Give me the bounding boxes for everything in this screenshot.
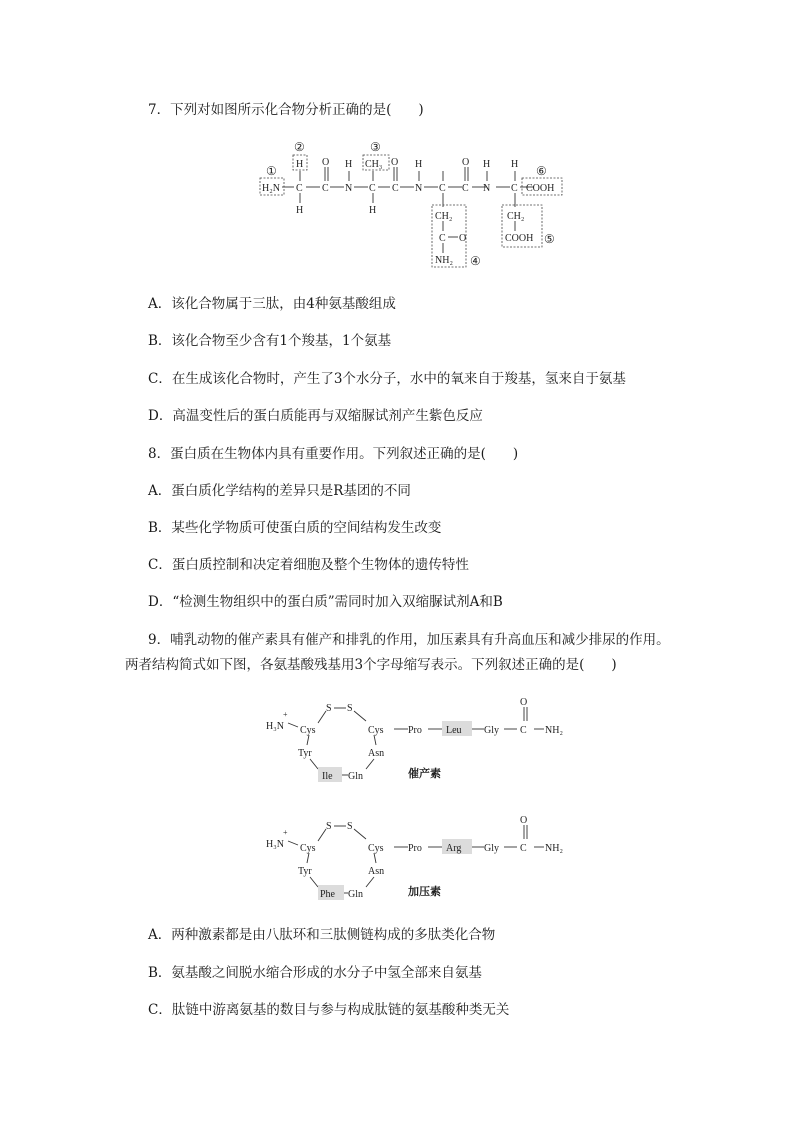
svg-text:Cys: Cys bbox=[368, 843, 384, 854]
svg-text:C: C bbox=[369, 183, 376, 194]
svg-text:Gly: Gly bbox=[484, 725, 499, 736]
svg-text:C: C bbox=[462, 183, 469, 194]
svg-text:N: N bbox=[483, 183, 491, 194]
q9-option-b[interactable]: B．氨基酸之间脱水缩合形成的水分子中氢全部来自氨基 bbox=[148, 965, 482, 981]
svg-text:C: C bbox=[296, 183, 303, 194]
oxytocin-leu: Leu bbox=[446, 725, 462, 736]
svg-text:CH₂: CH₂ bbox=[435, 211, 453, 222]
svg-text:Gln: Gln bbox=[348, 771, 363, 782]
q9-option-c[interactable]: C．肽链中游离氨基的数目与参与构成肽链的氨基酸种类无关 bbox=[148, 1002, 510, 1018]
q7-label-5: ⑤ bbox=[544, 232, 555, 246]
q7-option-a[interactable]: A．该化合物属于三肽，由4种氨基酸组成 bbox=[148, 296, 396, 312]
svg-text:NH₂: NH₂ bbox=[435, 255, 453, 266]
q9-option-a[interactable]: A．两种激素都是由八肽环和三肽侧链构成的多肽类化合物 bbox=[148, 927, 496, 943]
svg-text:H: H bbox=[369, 205, 377, 216]
svg-text:C: C bbox=[439, 183, 446, 194]
vasopressin-name: 加压素 bbox=[408, 886, 441, 898]
q8-stem: 8．蛋白质在生物体内具有重要作用。下列叙述正确的是( ) bbox=[148, 446, 519, 462]
q7-stem: 7．下列对如图所示化合物分析正确的是( ) bbox=[148, 102, 424, 118]
svg-text:H: H bbox=[296, 159, 304, 170]
svg-text:O: O bbox=[322, 157, 330, 168]
svg-text:H: H bbox=[511, 159, 519, 170]
svg-text:+: + bbox=[283, 828, 288, 837]
svg-text:NH₂: NH₂ bbox=[545, 843, 563, 854]
q7-label-3: ③ bbox=[370, 140, 381, 154]
svg-text:H: H bbox=[345, 159, 353, 170]
svg-text:H: H bbox=[483, 159, 491, 170]
svg-text:Pro: Pro bbox=[408, 725, 422, 736]
svg-text:S: S bbox=[347, 821, 353, 832]
svg-text:H₃N: H₃N bbox=[266, 721, 284, 732]
svg-text:Cys: Cys bbox=[300, 725, 316, 736]
q8-option-c[interactable]: C．蛋白质控制和决定着细胞及整个生物体的遗传特性 bbox=[148, 557, 469, 573]
q9-stem-line1: 9．哺乳动物的催产素具有催产和排乳的作用，加压素具有升高血压和减少排尿的作用。 bbox=[148, 632, 670, 648]
q7-option-b[interactable]: B．该化合物至少含有1个羧基，1个氨基 bbox=[148, 333, 392, 349]
svg-text:C: C bbox=[322, 183, 329, 194]
vasopressin-arg: Arg bbox=[446, 843, 462, 854]
q7-label-6: ⑥ bbox=[536, 164, 547, 178]
svg-text:+: + bbox=[283, 710, 288, 719]
svg-text:Asn: Asn bbox=[368, 748, 385, 759]
svg-text:Cys: Cys bbox=[300, 843, 316, 854]
svg-text:Tyr: Tyr bbox=[298, 748, 312, 759]
svg-text:Gly: Gly bbox=[484, 843, 499, 854]
q7-option-c[interactable]: C．在生成该化合物时，产生了3个水分子，水中的氧来自于羧基，氢来自于氨基 bbox=[148, 371, 626, 387]
svg-text:NH₂: NH₂ bbox=[545, 725, 563, 736]
q8-option-d[interactable]: D．“检测生物组织中的蛋白质”需同时加入双缩脲试剂A和B bbox=[148, 594, 503, 610]
q7-label-4: ④ bbox=[470, 254, 481, 268]
svg-text:O: O bbox=[520, 697, 528, 708]
svg-text:S: S bbox=[347, 703, 353, 714]
svg-text:COOH: COOH bbox=[505, 233, 534, 244]
q7-label-1: ① bbox=[266, 164, 277, 178]
svg-text:C: C bbox=[392, 183, 399, 194]
svg-text:H: H bbox=[415, 159, 423, 170]
svg-text:H: H bbox=[296, 205, 304, 216]
svg-text:C: C bbox=[511, 183, 518, 194]
svg-text:S: S bbox=[326, 703, 332, 714]
oxytocin-name: 催产素 bbox=[408, 768, 441, 780]
q9-stem-line2: 两者结构简式如下图，各氨基酸残基用3个字母缩写表示。下列叙述正确的是( ) bbox=[125, 657, 617, 673]
svg-text:Asn: Asn bbox=[368, 866, 385, 877]
q8-option-b[interactable]: B．某些化学物质可使蛋白质的空间结构发生改变 bbox=[148, 520, 442, 536]
svg-text:COOH: COOH bbox=[526, 183, 555, 194]
oxytocin-ile: Ile bbox=[322, 771, 333, 782]
svg-text:CH₃: CH₃ bbox=[365, 159, 383, 170]
oxytocin-structure bbox=[262, 695, 572, 795]
svg-text:Tyr: Tyr bbox=[298, 866, 312, 877]
svg-text:O: O bbox=[391, 157, 399, 168]
svg-text:N: N bbox=[345, 183, 353, 194]
q8-option-a[interactable]: A．蛋白质化学结构的差异只是R基团的不同 bbox=[148, 483, 411, 499]
q7-option-d[interactable]: D．高温变性后的蛋白质能再与双缩脲试剂产生紫色反应 bbox=[148, 408, 483, 424]
svg-text:C: C bbox=[520, 843, 527, 854]
svg-text:O: O bbox=[462, 157, 470, 168]
svg-text:Pro: Pro bbox=[408, 843, 422, 854]
q7-structure-diagram bbox=[250, 135, 580, 270]
svg-text:CH₂: CH₂ bbox=[507, 211, 525, 222]
svg-text:Gln: Gln bbox=[348, 889, 363, 900]
svg-text:S: S bbox=[326, 821, 332, 832]
vasopressin-structure bbox=[262, 813, 572, 913]
vasopressin-phe: Phe bbox=[320, 889, 335, 900]
q7-label-2: ② bbox=[294, 140, 305, 154]
svg-text:O: O bbox=[459, 233, 467, 244]
svg-text:N: N bbox=[415, 183, 423, 194]
svg-text:C: C bbox=[520, 725, 527, 736]
svg-text:O: O bbox=[520, 815, 528, 826]
svg-text:C: C bbox=[439, 233, 446, 244]
svg-text:H₃N: H₃N bbox=[266, 839, 284, 850]
q7-atom-h2n: H₂N bbox=[262, 183, 280, 194]
svg-text:Cys: Cys bbox=[368, 725, 384, 736]
